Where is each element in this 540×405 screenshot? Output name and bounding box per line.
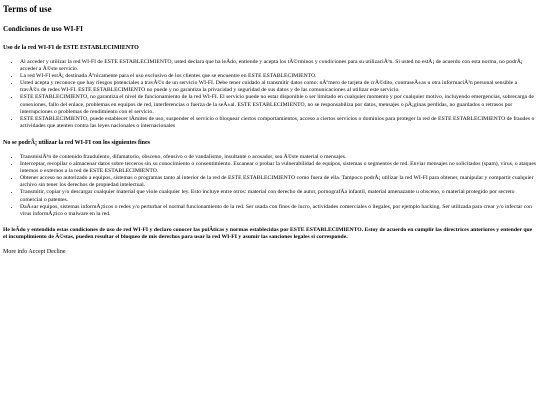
list-item: • Al acceder y utilizar la red WI-FI de ESTE ESTABLECIMIENTO, usted declara que ha leÃdo, entiende y acepta los tÃ©rminos y condiciones para su utilizaciÃ³n. Si usted no estÃ¡ de acuerdo con esta norma, no podrÃ¡ acceder a Ã©ste servicio. [20, 59, 537, 73]
prohibited-uses-list [3, 154, 537, 218]
declaration-text: He leÃdo y entendido estas condiciones de uso de red WI-FI y declaro conocer las polÃticas y normas establecidas por ESTE ESTABLECIMIENTO. Estoy de acuerdo en cumplir las directrices anteriores y entender que el incumplimiento de Ã©stas, pueden resultar el bloqueo de mis derechos para usar la red WI-FI y asumir las sanciones legales si corresponde. [3, 226, 533, 240]
list-item: • TransmisiÃ³n de contenido fraudulento, difamatorio, obsceno, ofensivo o de vandalismo, insultante o acosador, sea Ã©ste material o mensajes. [20, 154, 537, 161]
section-prohibited-heading: No se podrÃ¡ utilizar la red WI-FI con los siguientes fines [3, 139, 151, 146]
list-item: • ESTE ESTABLECIMIENTO, puede establecer lÃmites de uso, suspender el servicio o bloquear ciertos comportamientos, acceso a ciertos servicios o dominios para proteger la red de ESTE ESTABLECIMIENTO de fraudes o actividades que atenten contra las leyes nacionales o internacionales [20, 116, 537, 130]
list-item: • Obtener acceso no autorizado a equipos, sistemas o programas tanto al interior de la red de ESTE ESTABLECIMIENTO como fuera de ella. Tampoco podrÃ¡ utilizar la red WI-FI para obtener, manipular y compartir cualquier archivo sin tener los derechos de propiedad intelectual. [20, 175, 537, 189]
list-item: • DaÃ±ar equipos, sistemas informÃ¡ticos o redes y/o perturbar el normal funcionamiento de la red. Ser usada con fines de lucro, actividades comerciales o ilegales, por ejemplo hacking. Ser utilizada para crear y/o infectar con virus informÃ¡tico o malware en la red. [20, 204, 537, 218]
usage-terms-list [3, 59, 537, 130]
more-info-link[interactable]: More info [3, 248, 28, 255]
accept-link[interactable]: Accept [28, 248, 46, 255]
list-item: • La red WI-FI estÃ¡ destinada Ãºnicamente para el uso exclusivo de los clientes que se encuentre en ESTE ESTABLECIMIENTO. [20, 73, 537, 80]
list-item: • Usted acepta y reconoce que hay riesgos potenciales a travÃ©s de un servicio WI-FI. Debe tener cuidado al transmitir datos como: nÃºmero de tarjeta de crÃ©dito, contraseÃ±as u otra informaciÃ³n personal sensible a travÃ©s de redes WI-FI. ESTE ESTABLECIMIENTO no puede y no garantiza la privacidad y seguridad de sus datos y de las comunicaciones al utilizar este servicio. [20, 80, 537, 94]
page-subtitle: Condiciones de uso WI-FI [3, 25, 83, 33]
decline-link[interactable]: Decline [46, 248, 66, 255]
section-usage-heading: Uso de la red WI-FI de ESTE ESTABLECIMIENTO [3, 45, 139, 51]
page-title: Terms of use [3, 4, 52, 14]
list-item: • ESTE ESTABLECIMIENTO, no garantiza el nivel de funcionamiento de la red WI-FI. El servicio puede no estar disponible o ser limitado en cualquier momento y por cualquier motivo, incluyendo emergencias, sobrecarga de conexiones, fallo del enlace, problemas en equipos de red, interferencias o fuerza de la seÃ±al. ESTE ESTABLECIMIENTO, no se responsabiliza por datos, mensajes o pÃ¡ginas perdidas, no guardados o retrasos por interrupciones o problemas de rendimiento con el servicio. [20, 94, 537, 115]
list-item: • Interceptar, recopilar o almacenar datos sobre terceros sin su conocimiento o consentimiento. Escanear o probar la vulnerabilidad de equipos, sistemas o segmentos de red. Enviar mensajes no solicitados (spam), virus, o ataques internos o externos a la red de ESTE ESTABLECIMIENTO. [20, 161, 537, 175]
list-item: • Transmitir, copiar y/o descargar cualquier material que viole cualquier ley. Esto incluye entre otros: material con derecho de autor, pornografÃa infantil, material amenazante u obsceno, o material protegido por secreto comercial o patentes. [20, 189, 537, 203]
action-links [3, 248, 537, 256]
